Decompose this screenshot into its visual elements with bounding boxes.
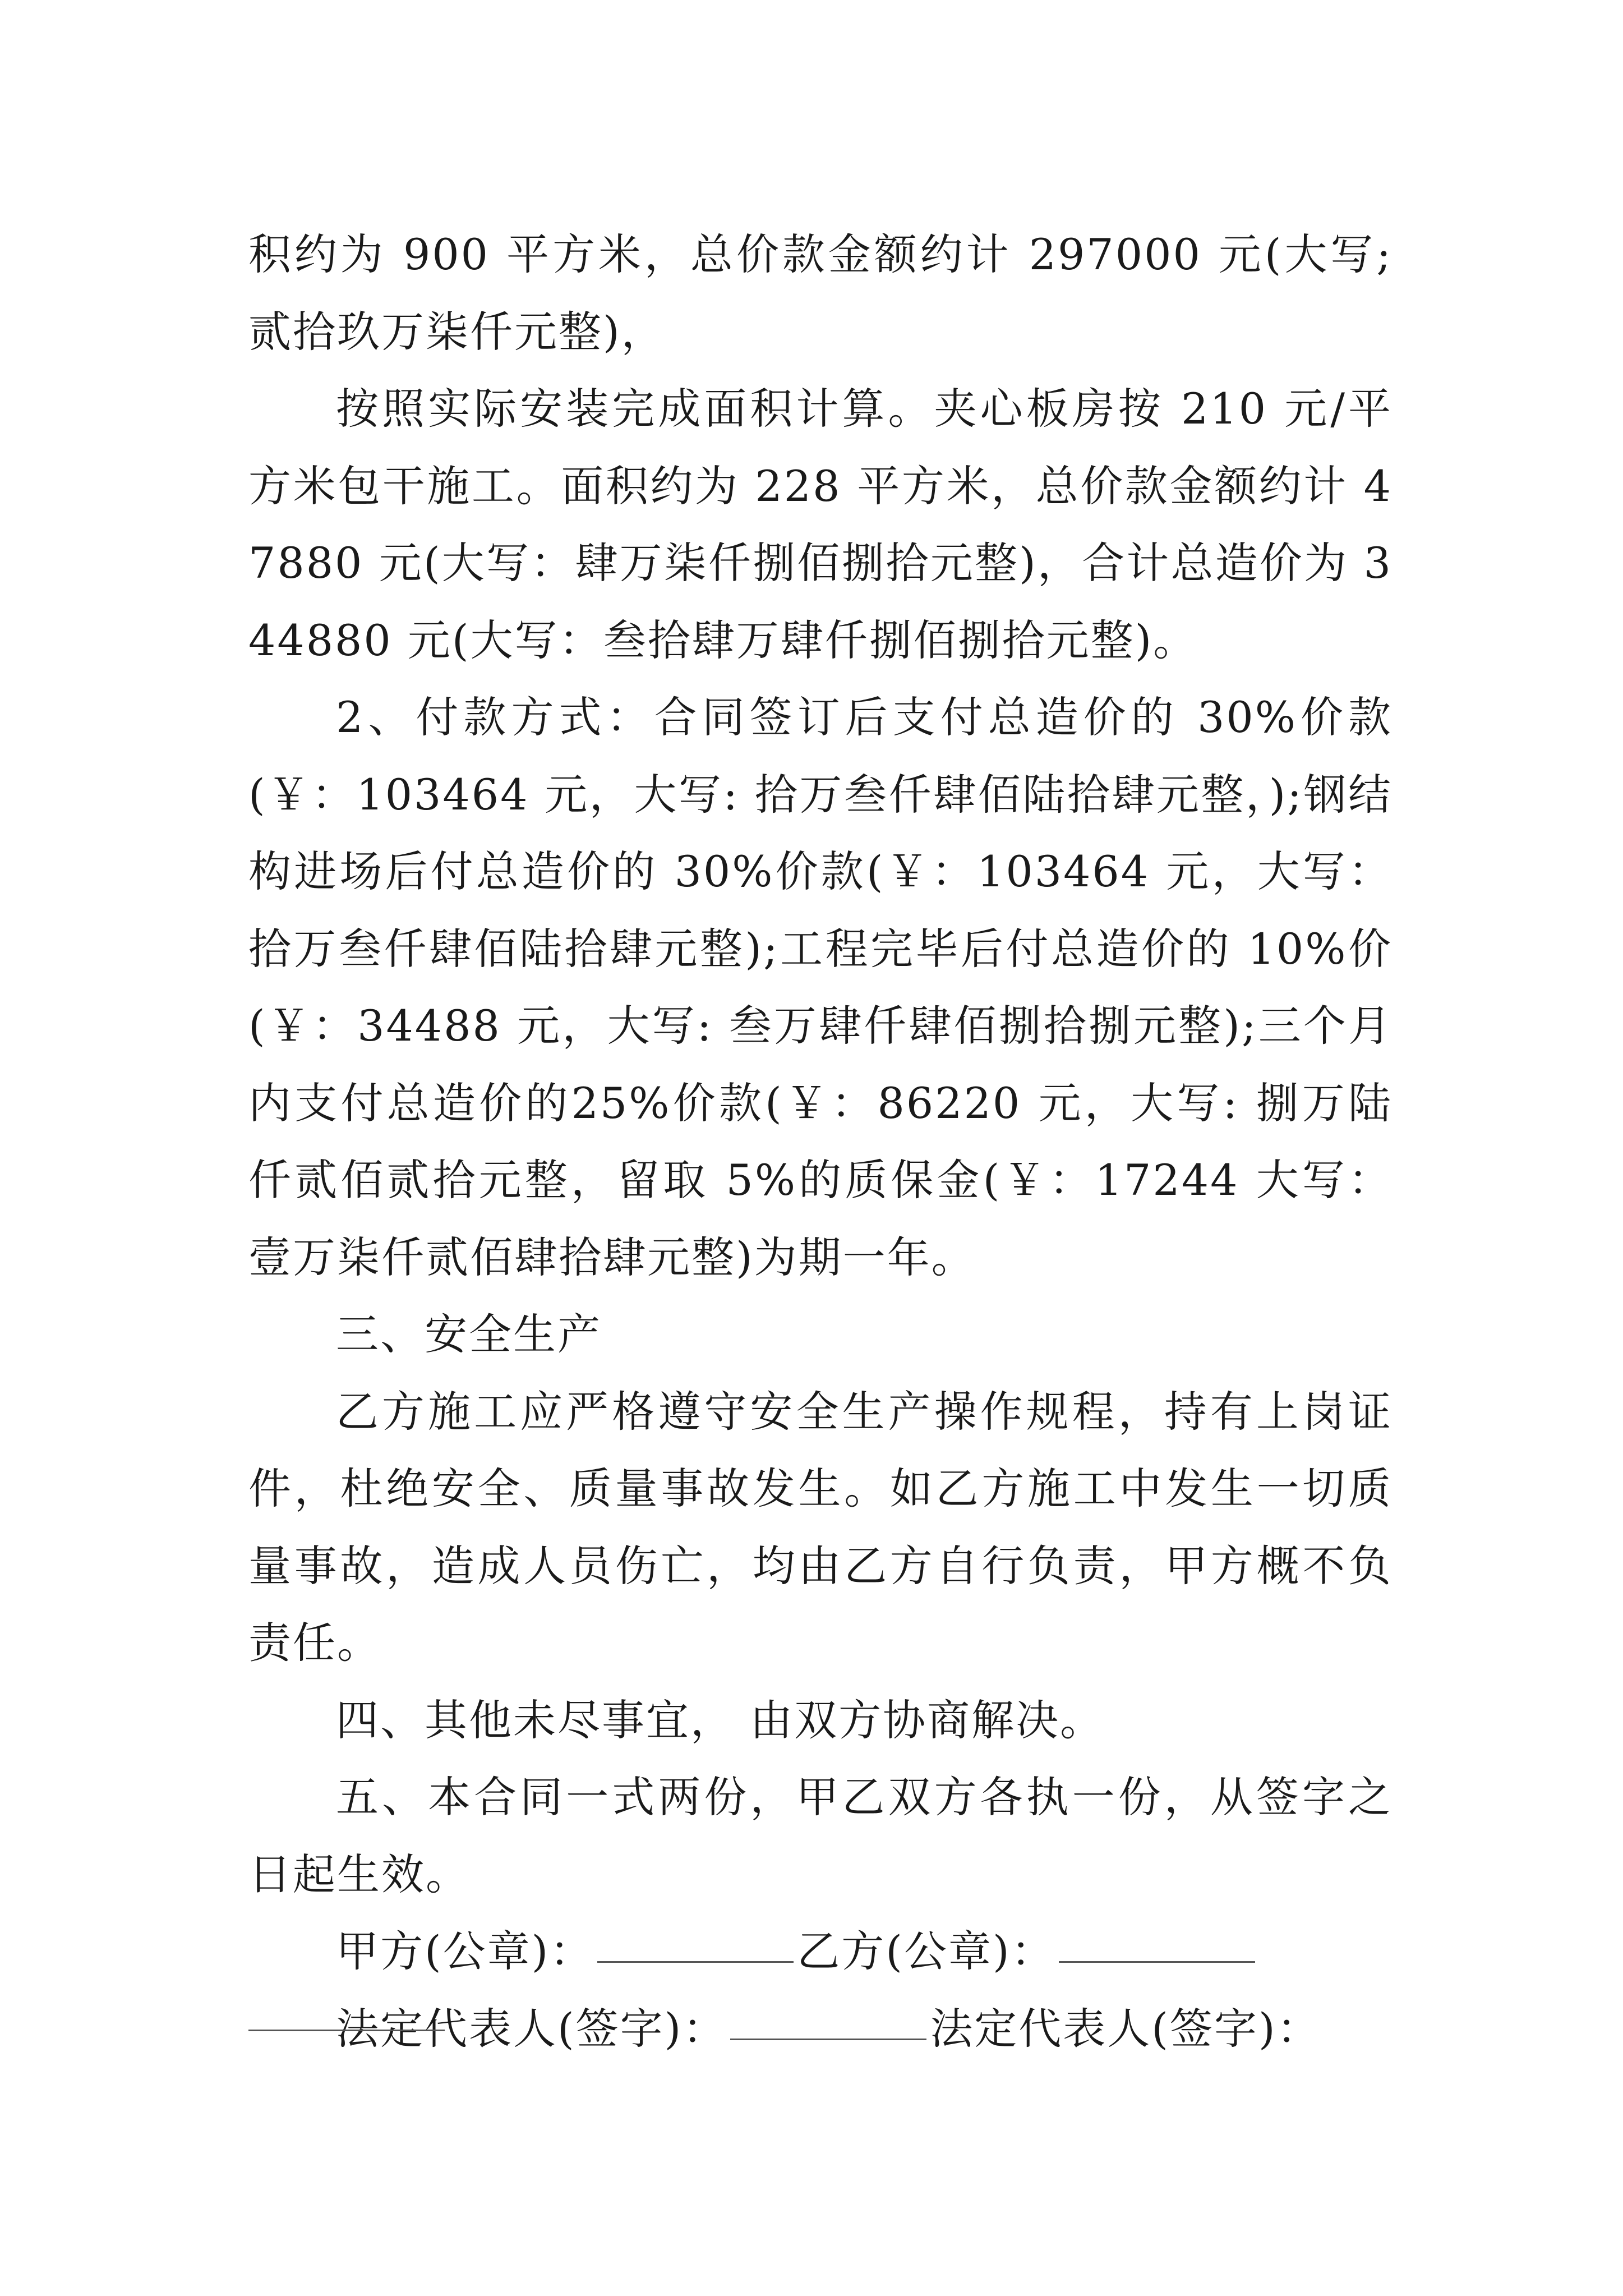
party-a-seal-blank[interactable] (597, 1961, 794, 1963)
paragraph-sandwich-panel-pricing: 按照实际安装完成面积计算。夹心板房按 210 元/平方米包干施工。面积约为 228 平方米，总价款金额约计 47880 元(大写：肆万柒仟捌佰捌拾元整)，合计总造价为 344880 元(大写：叁拾肆万肆仟捌佰捌拾元整)。 (248, 384, 1393, 665)
rep-a-signature-blank[interactable] (730, 2038, 926, 2040)
rep-a-label: 法定代表人(签字)： (336, 2003, 727, 2054)
contract-body (248, 216, 1393, 2067)
representative-line (248, 1990, 1393, 2068)
paragraph-payment-terms: 2、付款方式：合同签订后支付总造价的 30%价款(￥：103464 元，大写: 拾万叁仟肆佰陆拾肆元整，);钢结构进场后付总造价的 30%价款(￥：103464 元，大写：拾万叁仟肆佰陆拾肆元整);工程完毕后付总造价的 10%价(￥：34488 元，大写: 叁万肆仟肆佰捌拾捌元整);三个月内支付总造价的25%价款(￥：86220 元，大写: 捌万陆仟贰佰贰拾元整，留取 5%的质保金(￥：17244 大写：壹万柒仟贰佰肆拾肆元整)为期一年。 (248, 692, 1393, 1282)
section-heading-safety: 三、安全生产 (336, 1309, 602, 1359)
paragraph-safety-terms: 乙方施工应严格遵守安全生产操作规程，持有上岗证件，杜绝安全、质量事故发生。如乙方施工中发生一切质量事故，造成人员伤亡，均由乙方自行负责，甲方概不负责任。 (248, 1386, 1393, 1668)
paragraph-area-total: 积约为 900 平方米，总价款金额约计 297000 元(大写;贰拾玖万柒仟元整)， (248, 229, 1393, 357)
rep-b-label: 法定代表人(签字)： (930, 2003, 1321, 2054)
rep-b-signature-blank[interactable] (248, 2030, 445, 2031)
party-b-seal-label: 乙方(公章)： (797, 1926, 1055, 1976)
party-a-seal-label: 甲方(公章)： (336, 1926, 594, 1976)
seal-line (248, 1913, 1393, 1990)
paragraph-copies-effective: 五、本合同一式两份，甲乙双方各执一份，从签字之日起生效。 (248, 1772, 1393, 1899)
party-b-seal-blank[interactable] (1059, 1961, 1255, 1963)
paragraph-other-matters: 四、其他未尽事宜， 由双方协商解决。 (336, 1695, 1105, 1745)
